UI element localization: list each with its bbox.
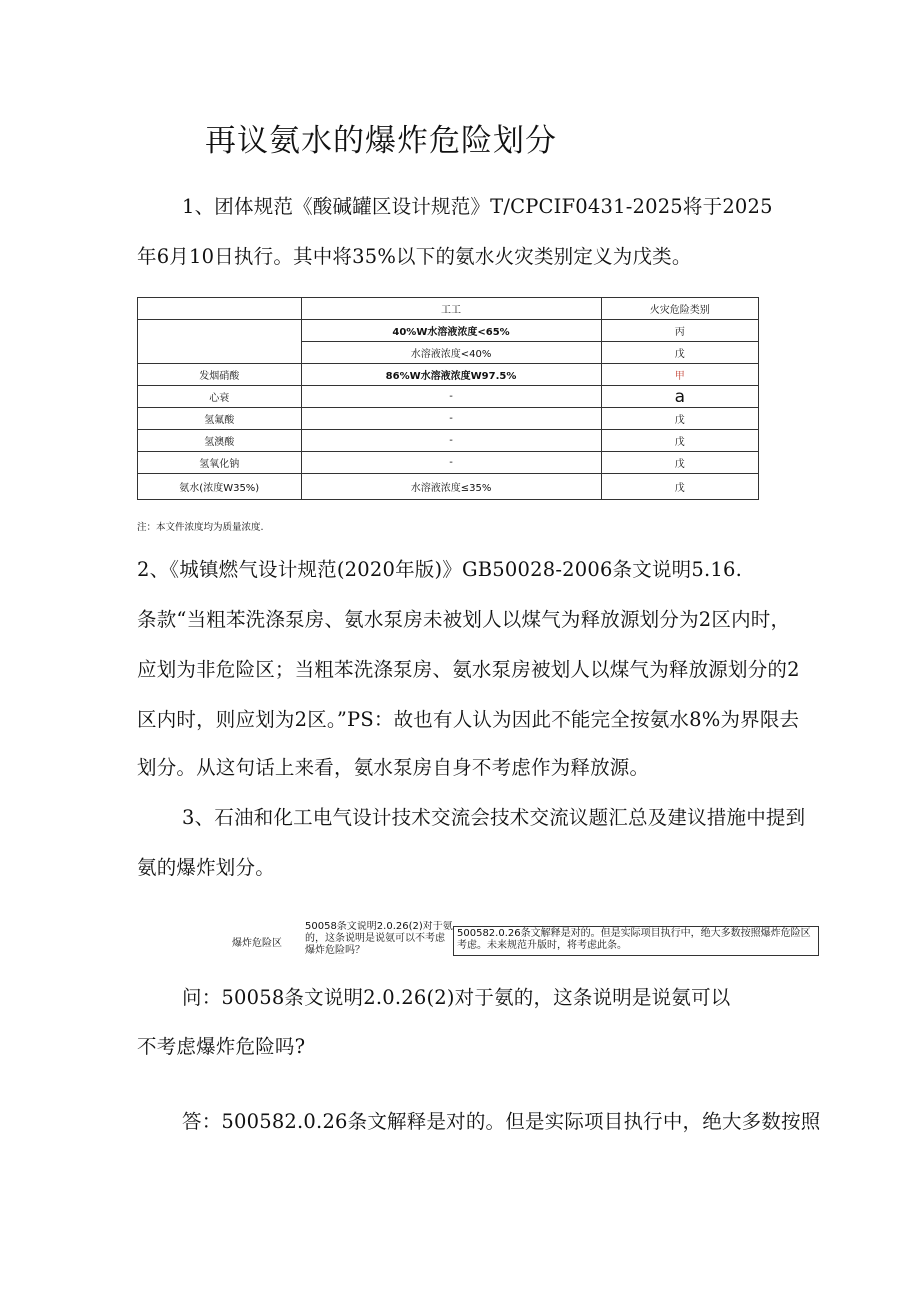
table-cell: 戊 [601,430,758,452]
table-row [138,320,759,342]
table-cell: 戊 [601,474,758,500]
table-cell: 甲 [601,364,758,386]
para1-line1: 1、团体规范《酸碱罐区设计规范》T/CPCIF0431-2025将于2025 [182,195,773,218]
para3-line2: 氨的爆炸划分。 [137,856,275,879]
qa-answer-line1: 答：500582.0.26条文解释是对的。但是实际项目执行中，绝大多数按照 [182,1110,821,1133]
table-cell: 氢氟酸 [138,408,302,430]
table-row [138,452,759,474]
table-cell: 戊 [601,408,758,430]
table-cell: - [301,430,601,452]
para2-line3: 应划为非危险区；当粗苯洗涤泵房、氨水泵房被划人以煤气为释放源划分的2 [137,658,800,681]
para2-line4: 区内时，则应划为2区。”PS：故也有人认为因此不能完全按氨水8%为界限去 [137,708,800,731]
table-header-cell: 工工 [301,298,601,320]
table-row [138,430,759,452]
para1-line2: 年6月10日执行。其中将35%以下的氨水火灾类别定义为戊类。 [137,245,692,268]
table-header-row [138,298,759,320]
table-cell: - [301,452,601,474]
table-cell: - [301,408,601,430]
inset-answer: 500582.0.26条文解释是对的。但是实际项目执行中，绝大多数按照爆炸危险区考虑。未来规范升版时，将考虑此条。 [453,926,819,956]
table-cell: 86%W水溶液浓度W97.5% [301,364,601,386]
para2-line5: 划分。从这句话上来看，氨水泵房自身不考虑作为释放源。 [137,756,650,779]
table-cell: 发烟硝酸 [138,364,302,386]
table-cell: a [601,386,758,408]
table-cell: 氢澳酸 [138,430,302,452]
table-cell [138,320,302,364]
table-row [138,474,759,500]
table-cell: 戊 [601,452,758,474]
qa-question-line1: 问：50058条文说明2.0.26(2)对于氨的，这条说明是说氨可以 [182,986,731,1009]
table-cell: 心衰 [138,386,302,408]
page-title: 再议氨水的爆炸危险划分 [205,123,557,159]
table-cell: 40%W水溶液浓度<65% [301,320,601,342]
qa-question-line2: 不考虑爆炸危险吗? [137,1035,306,1058]
table-row [138,364,759,386]
table-cell: 氢氧化钠 [138,452,302,474]
table-cell: 水溶液浓度<40% [301,342,601,364]
table-row [138,386,759,408]
table-cell: 氨水(浓度W35%) [138,474,302,500]
table-cell: 水溶液浓度≤35% [301,474,601,500]
para2-line1: 2、《城镇燃气设计规范(2020年版)》GB50028-2006条文说明5.16. [137,558,742,581]
table-cell: 丙 [601,320,758,342]
table-note: 注：本文件浓度均为质量浓度. [137,522,264,533]
fire-hazard-table [137,297,759,500]
inset-label: 爆炸危险区 [232,938,282,949]
para3-line1: 3、石油和化工电气设计技术交流会技术交流议题汇总及建议措施中提到 [182,806,806,829]
table-cell: 戊 [601,342,758,364]
para2-line2: 条款“当粗苯洗涤泵房、氨水泵房未被划人以煤气为释放源划分为2区内时， [137,608,791,631]
table-header-cell [138,298,302,320]
table-row [138,408,759,430]
table-header-cell: 火灾危险类别 [601,298,758,320]
inset-question: 50058条文说明2.0.26(2)对于氨的，这条说明是说氨可以不考虑爆炸危险吗？ [305,921,453,956]
table-cell: - [301,386,601,408]
